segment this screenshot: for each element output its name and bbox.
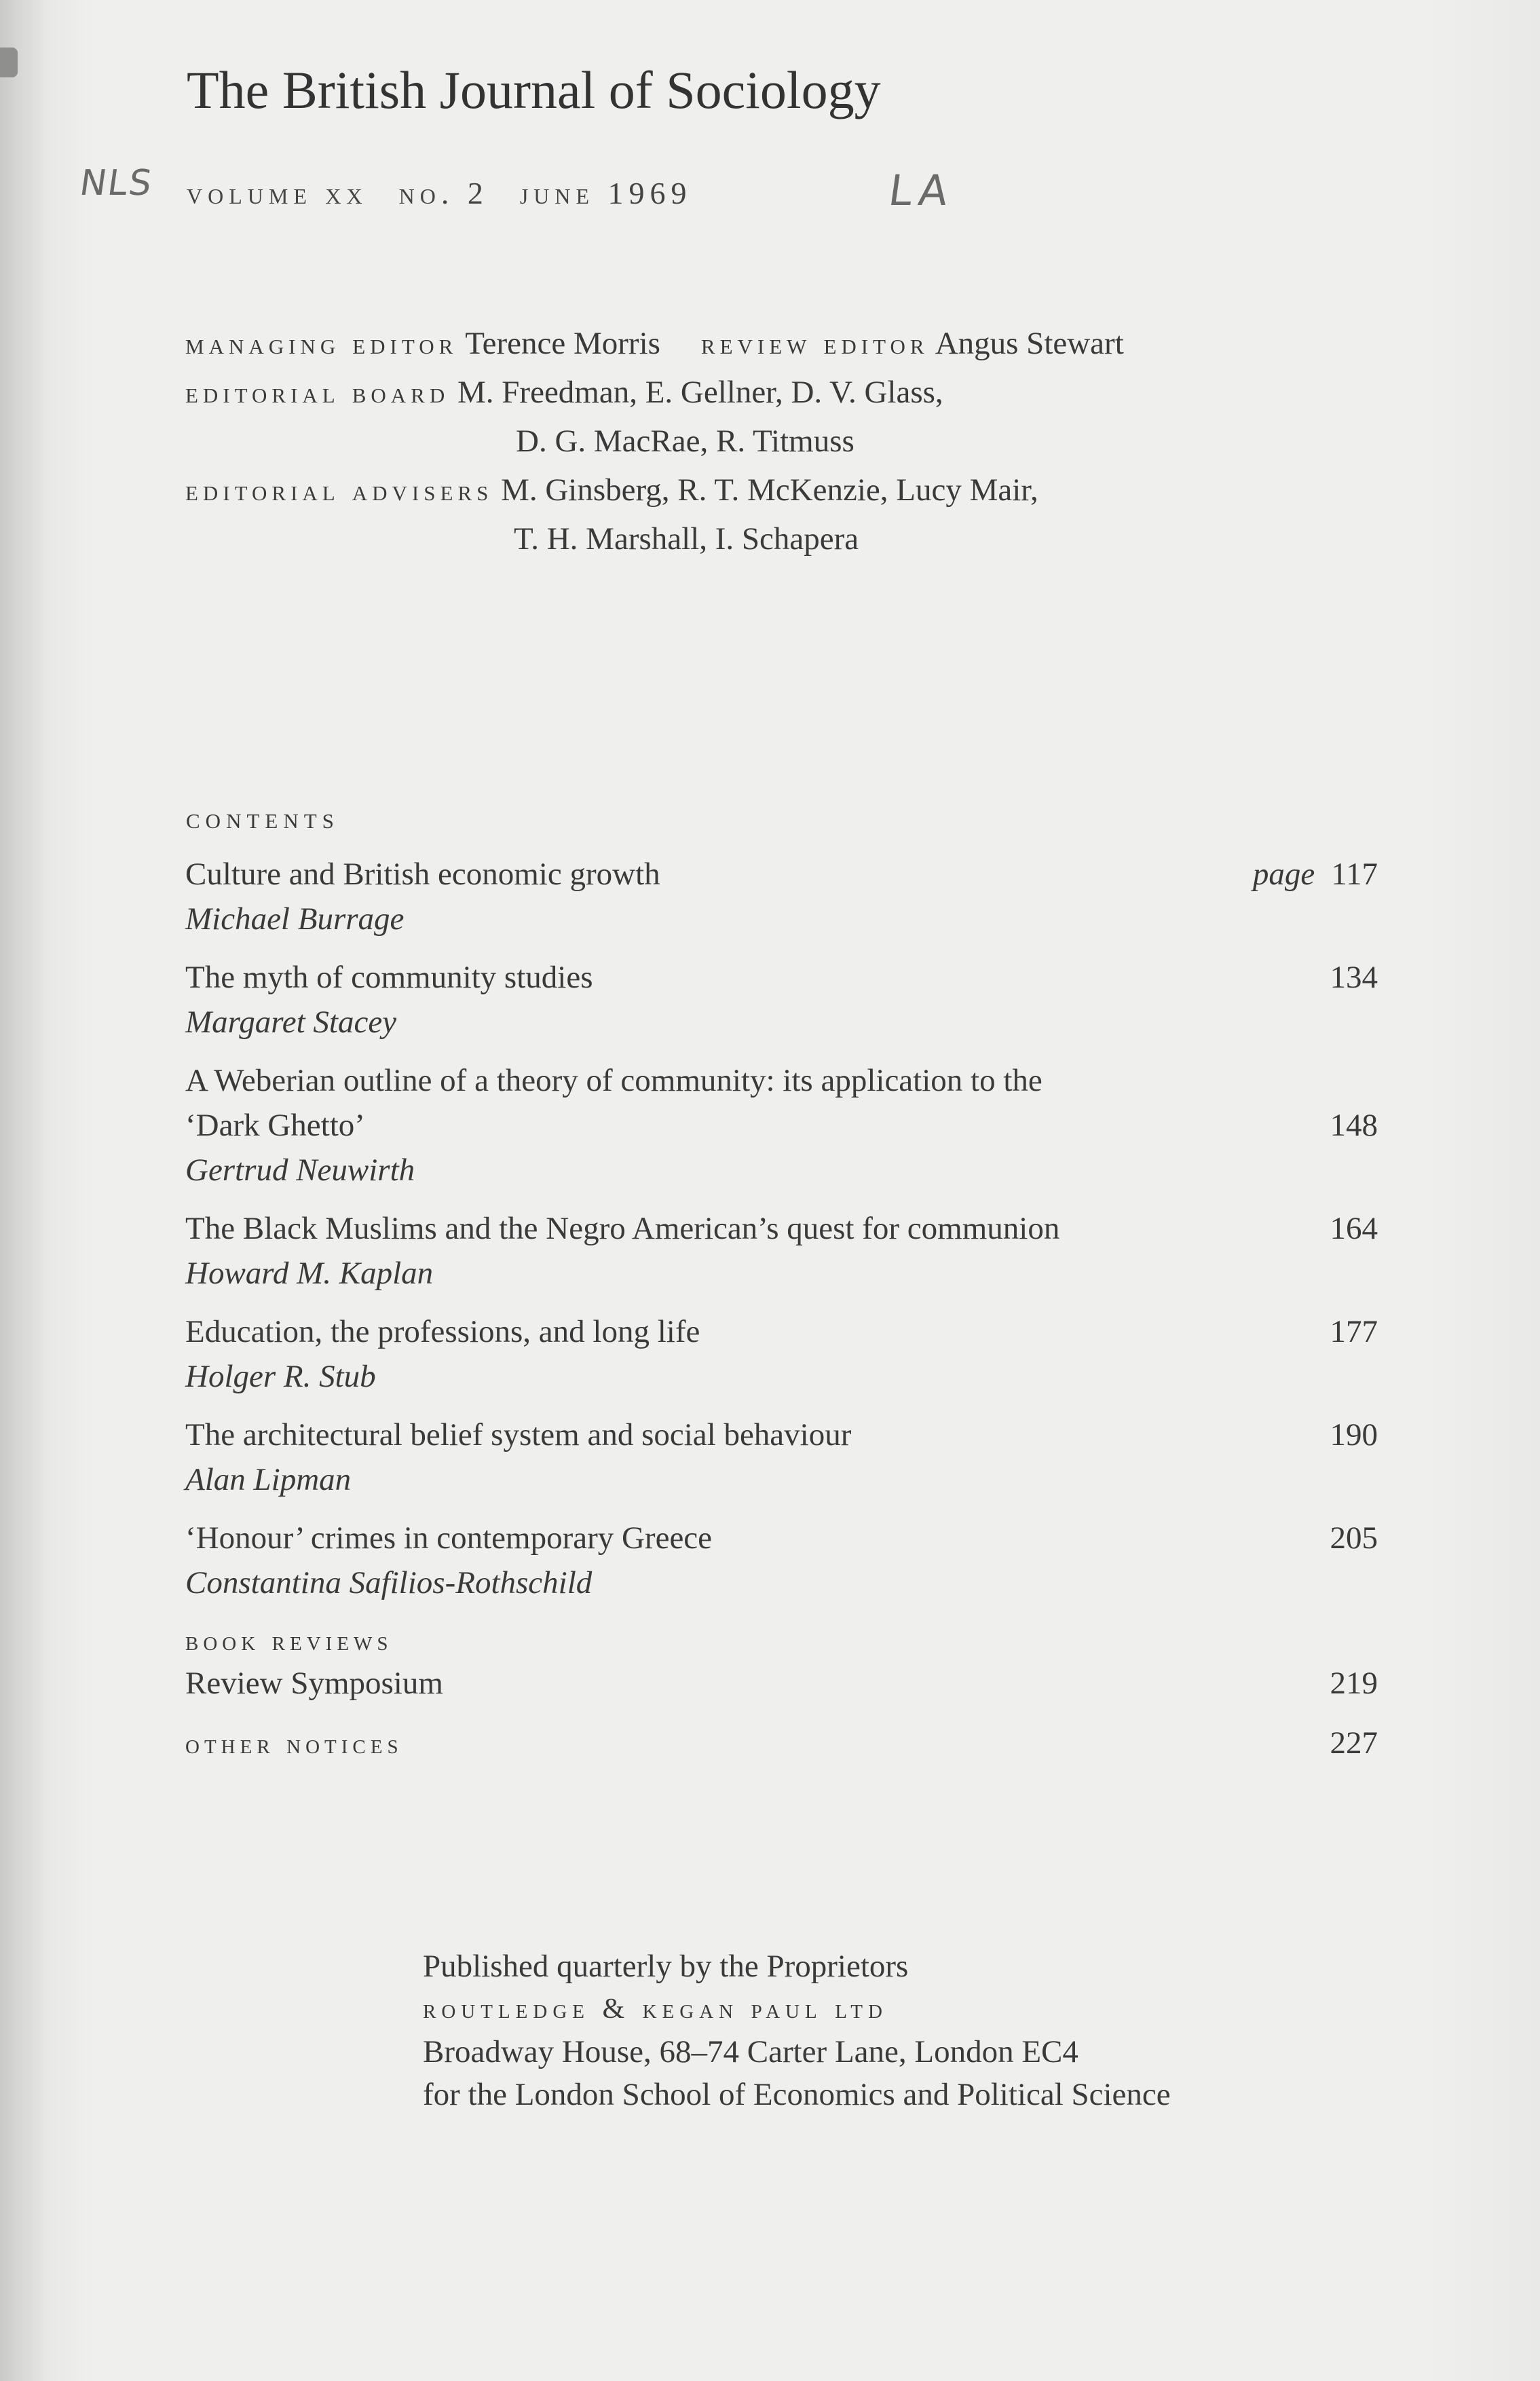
editorial-advisers-row — [185, 466, 1124, 514]
toc-entry-page-number: 177 — [1330, 1314, 1378, 1349]
review-symposium-page: 219 — [1330, 1666, 1378, 1701]
page-word-label: page — [1252, 857, 1315, 892]
other-notices-page: 227 — [1330, 1725, 1378, 1761]
editorial-board-names: M. Freedman, E. Gellner, D. V. Glass, — [457, 375, 943, 410]
review-editor-name: Angus Stewart — [935, 326, 1124, 361]
review-editor-label: review editor — [700, 327, 929, 360]
toc-entry-author: Holger R. Stub — [185, 1359, 376, 1394]
publisher-name: routledge & kegan paul ltd — [423, 1993, 888, 2025]
toc-entry-page-number: 190 — [1330, 1417, 1378, 1452]
toc-entry-author: Howard M. Kaplan — [185, 1256, 434, 1291]
volume-label: volume xx — [187, 176, 368, 210]
issue-number: no. 2 — [398, 176, 489, 210]
other-notices-row — [185, 1721, 1378, 1765]
book-reviews-heading: book reviews — [185, 1626, 393, 1657]
editorial-board-row — [185, 368, 1124, 417]
journal-title: The British Journal of Sociology — [187, 60, 881, 119]
toc-entry — [185, 955, 1378, 1045]
toc-entry-page — [1253, 852, 1378, 897]
handwritten-note-right: LA — [885, 166, 957, 215]
toc-entry-author: Michael Burrage — [185, 901, 405, 937]
editorial-advisers-label: editorial advisers — [185, 474, 493, 507]
toc-entry-title: The myth of community studies — [185, 960, 593, 995]
binding-shadow — [0, 0, 48, 2381]
toc-entry-title: The architectural belief system and social behaviour — [185, 1417, 852, 1452]
toc-entry — [185, 852, 1378, 941]
masthead — [185, 319, 1124, 563]
toc-entry-page-number: 117 — [1331, 857, 1378, 892]
toc-entry — [185, 1058, 1378, 1193]
editorial-advisers-names-continued: T. H. Marshall, I. Schapera — [514, 521, 859, 557]
publisher-block — [423, 1945, 1171, 2116]
toc-entry-title: ‘Honour’ crimes in contemporary Greece — [185, 1520, 713, 1556]
toc-entry-author: Gertrud Neuwirth — [185, 1152, 415, 1188]
toc-entry — [185, 1516, 1378, 1605]
toc-entry — [185, 1412, 1378, 1502]
binding-mark — [0, 48, 18, 77]
publisher-affiliation: for the London School of Economics and Political Science — [423, 2077, 1171, 2112]
editorial-advisers-row-continued — [185, 514, 1124, 563]
publisher-line: Published quarterly by the Proprietors — [423, 1949, 909, 1984]
toc-entry-title: Culture and British economic growth — [185, 857, 660, 892]
managing-editor-label: managing editor — [185, 327, 458, 360]
publisher-address: Broadway House, 68–74 Carter Lane, London EC4 — [423, 2034, 1078, 2069]
editorial-board-names-continued: D. G. MacRae, R. Titmuss — [516, 424, 854, 459]
masthead-editors-row — [185, 319, 1124, 368]
toc-entry-author: Constantina Safilios-Rothschild — [185, 1565, 593, 1600]
table-of-contents — [185, 852, 1378, 1765]
issue-date: june 1969 — [519, 176, 692, 210]
toc-entry-author: Margaret Stacey — [185, 1005, 397, 1040]
toc-entry-title-continued: ‘Dark Ghetto’ — [185, 1108, 365, 1143]
toc-entry-title: Education, the professions, and long life — [185, 1314, 700, 1349]
managing-editor-name: Terence Morris — [465, 326, 660, 361]
toc-entry-author: Alan Lipman — [185, 1462, 352, 1497]
toc-entry-page-number: 205 — [1330, 1520, 1378, 1556]
other-notices-heading: other notices — [185, 1729, 403, 1760]
toc-entry-title: A Weberian outline of a theory of community: its application to the — [185, 1063, 1043, 1098]
issue-line — [187, 175, 724, 211]
contents-heading: contents — [186, 802, 339, 835]
review-symposium-row — [185, 1661, 1378, 1706]
toc-entry-title: The Black Muslims and the Negro American’s quest for communion — [185, 1211, 1060, 1246]
toc-entry-page-number: 148 — [1330, 1108, 1378, 1143]
toc-entry-page-number: 164 — [1330, 1211, 1378, 1246]
editorial-board-label: editorial board — [185, 376, 450, 409]
review-symposium-title: Review Symposium — [185, 1666, 443, 1701]
editorial-advisers-names: M. Ginsberg, R. T. McKenzie, Lucy Mair, — [501, 472, 1038, 508]
toc-entry — [185, 1206, 1378, 1296]
handwritten-note-left: NLS — [77, 163, 156, 204]
toc-entry-page-number: 134 — [1330, 960, 1378, 995]
toc-entry — [185, 1309, 1378, 1399]
editorial-board-row-continued — [185, 417, 1124, 466]
